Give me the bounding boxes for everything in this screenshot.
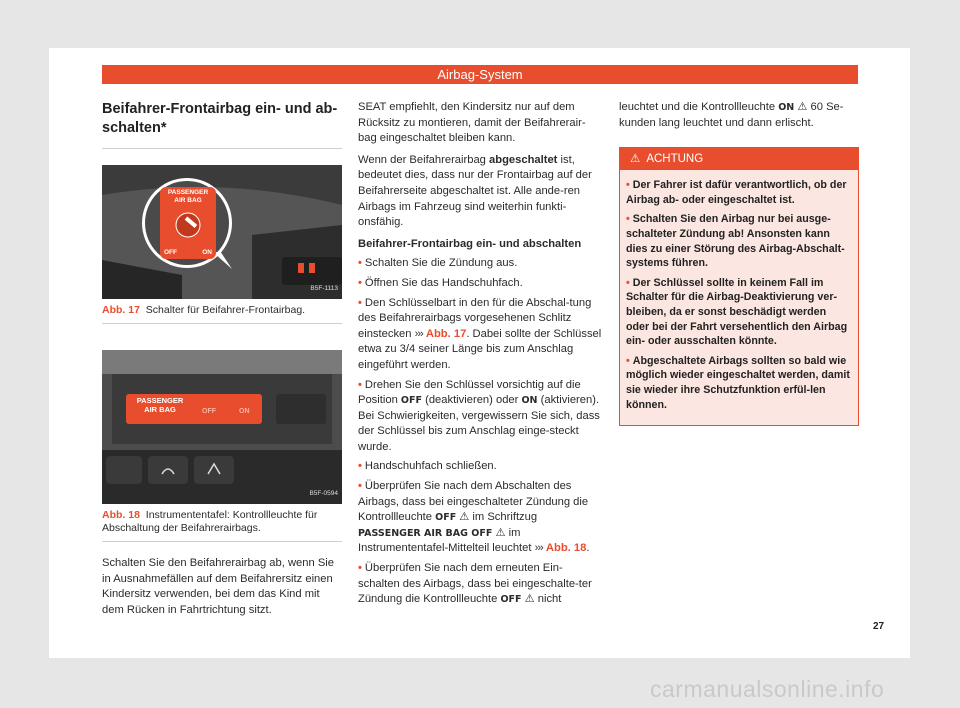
seat-warning-icon: ⚠	[459, 511, 470, 524]
divider	[102, 323, 342, 324]
list-item: • Den Schlüsselbart in den für die Abschal-tung des Beifahrerairbags vorgesehenen Schlitz einstecken ››› Abb. 17. Dabei sollte der Schlüssel etwa zu 3/4 seiner Länge bis zum Anschlag eingeführt werden.	[358, 296, 602, 371]
subheading: Beifahrer-Frontairbag ein- und abschalten	[358, 237, 582, 250]
column-2	[358, 100, 602, 612]
warning-item: • Schalten Sie den Airbag nur bei ausge-schalteter Zündung ab! Ansonsten kann dies zu einer Störung des Airbag-Abschalt-systems führen.	[626, 213, 845, 270]
warning-item: • Der Schlüssel sollte in keinem Fall im Schalter für die Airbag-Deaktivierung ver-bleiben, da er sonst beschädigt werden oder bei der Fahrt versehentlich den Airbag ein- oder ausschalten könnte.	[626, 276, 848, 348]
paragraph-continued: leuchtet und die Kontrollleuchte ON ⚠ 60 Se-kunden lang leuchtet und dann erlischt.	[619, 101, 844, 129]
warning-header	[620, 148, 858, 170]
figure-id: B5F-1113	[310, 285, 338, 293]
fig2-label-line1: PASSENGER	[136, 396, 184, 405]
list-item: • Drehen Sie den Schlüssel vorsichtig auf die Position OFF (deaktivieren) oder ON (aktivieren). Bei Schwierigkeiten, vergewissern Sie sich, dass der Schlüssel bis zum Anschlag einge-steckt wurde.	[358, 378, 600, 453]
caption-ref: Abb. 17	[102, 304, 140, 316]
divider	[102, 541, 342, 542]
fig2-on-label: ON	[239, 408, 250, 415]
seat-warning-icon: ⚠	[524, 593, 535, 606]
on-symbol-icon: ON	[778, 102, 795, 113]
figure-glovebox-switch	[102, 165, 342, 299]
seat-warning-icon: ⚠	[797, 101, 808, 113]
off-symbol-icon: OFF	[435, 512, 457, 524]
figure-id: B5F-0594	[309, 490, 338, 498]
section-heading: Beifahrer-Frontairbag ein- und ab- schalten*	[102, 101, 338, 136]
fig1-off-label: OFF	[164, 249, 177, 256]
figure-caption	[102, 509, 342, 535]
warning-title: ACHTUNG	[646, 153, 704, 166]
intro-paragraph: Schalten Sie den Beifahrerairbag ab, wenn Sie in Ausnahmefällen auf dem Beifahrersitz einen Kindersitz verwenden, bei dem das Kind mit dem Rücken in Fahrtrichtung sitzt.	[102, 557, 334, 616]
paragraph-1: SEAT empfiehlt, den Kindersitz nur auf dem Rücksitz zu montieren, damit der Beifahrerair-bag eingeschaltet bleiben kann.	[358, 101, 586, 145]
column-1	[102, 100, 342, 624]
fig2-off-label: OFF	[202, 408, 216, 415]
watermark: carmanualsonline.info	[650, 676, 885, 702]
dashboard-indicator-illustration	[102, 350, 342, 504]
passenger-airbag-off-symbol: PASSENGER AIR BAG OFF	[358, 527, 493, 539]
page-number: 27	[873, 621, 885, 632]
divider	[102, 148, 342, 149]
figure-caption	[102, 304, 342, 317]
caption-ref: Abb. 18	[102, 509, 140, 521]
seat-warning-icon: ⚠	[495, 526, 506, 539]
page	[49, 48, 910, 658]
off-symbol-icon: OFF	[500, 594, 522, 606]
column-3	[619, 100, 859, 426]
warning-item: • Abgeschaltete Airbags sollten so bald wie möglich wieder eingeschaltet werden, damit sie wieder ihre Schutzfunktion erfül-len können.	[626, 354, 850, 411]
warning-triangle-icon: ⚠	[630, 153, 641, 166]
fig1-on-label: ON	[202, 249, 212, 256]
caption-text: Instrumententafel: Kontrollleuchte für Abschaltung der Beifahrerairbags.	[102, 509, 318, 534]
fig1-label-line2: AIR BAG	[174, 197, 202, 204]
fig1-label-line1: PASSENGER	[167, 189, 209, 196]
figure-link[interactable]: Abb. 18	[545, 542, 587, 555]
warning-item: • Der Fahrer ist dafür verantwortlich, ob der Airbag ab- oder eingeschaltet ist.	[626, 179, 847, 206]
warning-body	[620, 170, 858, 425]
figure-link[interactable]: Abb. 17	[425, 327, 467, 340]
caption-text: Schalter für Beifahrer-Frontairbag.	[145, 304, 306, 316]
glovebox-switch-illustration	[102, 165, 342, 299]
list-item: • Öffnen Sie das Handschuhfach.	[358, 276, 523, 289]
list-item: • Überprüfen Sie nach dem erneuten Ein-schalten des Airbags, dass bei eingeschalte-ter Zündung die Kontrollleuchte OFF ⚠ nicht	[358, 562, 592, 606]
list-item: • Überprüfen Sie nach dem Abschalten des Airbags, dass bei eingeschalteter Zündung die Kontrollleuchte OFF ⚠ im Schriftzug PASSENGER AIR BAG OFF ⚠ im Instrumententafel-Mittelteil leuchtet ››› Abb. 18.	[358, 480, 590, 555]
list-item: • Schalten Sie die Zündung aus.	[358, 257, 518, 270]
on-symbol-icon: ON	[521, 395, 538, 407]
off-symbol-icon: OFF	[400, 395, 422, 407]
list-item: • Handschuhfach schließen.	[358, 460, 497, 473]
paragraph-2: Wenn der Beifahrerairbag abgeschaltet ist, bedeutet dies, dass nur der Frontairbag auf der Beifahrerseite abgeschaltet ist. Alle ande-ren Airbags im Fahrzeug sind weiterhin funkti-onsfähig.	[358, 153, 592, 229]
figure-dashboard-indicator	[102, 350, 342, 504]
section-header: Airbag-System	[102, 65, 858, 84]
fig2-label-line2: AIR BAG	[144, 405, 176, 414]
warning-box	[619, 147, 859, 426]
